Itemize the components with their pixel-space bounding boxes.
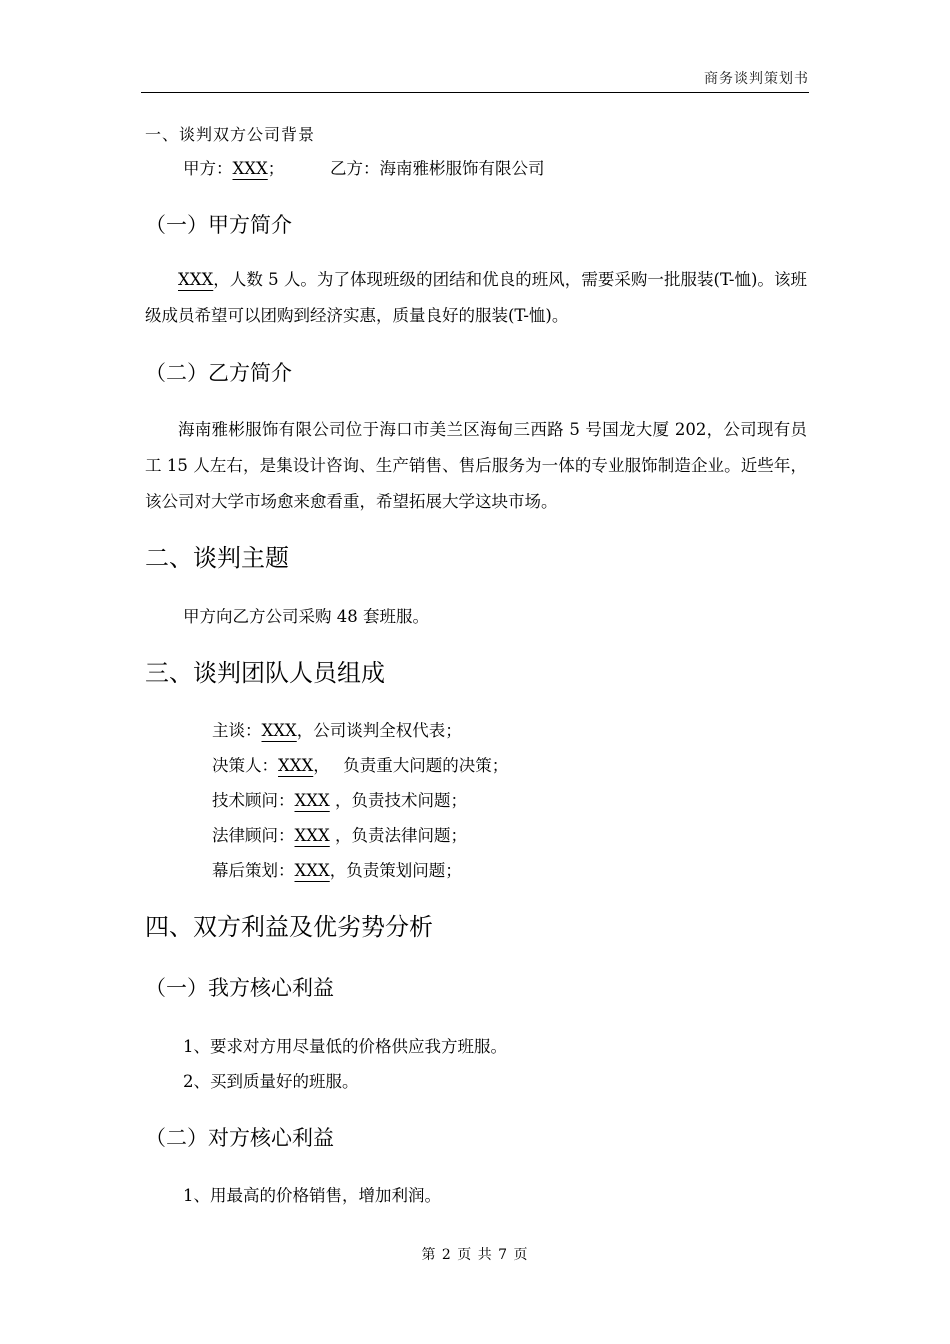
party-a-label: 甲方：: [183, 159, 233, 178]
header-rule: [141, 92, 809, 93]
party-a-intro-paragraph: [145, 262, 807, 334]
team-member-row: [212, 717, 462, 741]
party-a-intro-text: ，人数 5 人。为了体现班级的团结和优良的班风，需要采购一批服装(T-恤)。该班级成员希望可以团购到经济实惠，质量良好的服装(T-恤)。: [145, 270, 807, 325]
subsection-party-a-title: （一）甲方简介: [145, 213, 292, 237]
section3-title: 三、谈判团队人员组成: [145, 659, 385, 687]
team-member-duty: ，公司谈判全权代表；: [296, 721, 462, 740]
team-member-name: XXX: [294, 826, 330, 845]
section4-title: 四、双方利益及优劣势分析: [145, 913, 433, 941]
list-item: 1、要求对方用尽量低的价格供应我方班服。: [183, 1037, 507, 1056]
team-member-name: XXX: [278, 756, 314, 775]
subsection-our-interests-title: （一）我方核心利益: [145, 976, 334, 1000]
subsection-party-b-title: （二）乙方简介: [145, 361, 292, 385]
team-member-row: [212, 787, 467, 811]
list-item: 1、用最高的价格销售，增加利润。: [183, 1186, 441, 1205]
team-member-name: XXX: [294, 791, 330, 810]
team-member-row: [212, 857, 462, 881]
section2-title: 二、谈判主题: [145, 544, 289, 572]
subsection-their-interests-title: （二）对方核心利益: [145, 1126, 334, 1150]
running-header-title: 商务谈判策划书: [704, 71, 809, 87]
list-item: 2、买到质量好的班服。: [183, 1072, 359, 1091]
team-member-role: 主谈：: [212, 721, 262, 740]
team-member-duty: ， 负责重大问题的决策；: [313, 756, 509, 775]
team-member-role: 决策人：: [212, 756, 278, 775]
party-b-intro-paragraph: 海南雅彬服饰有限公司位于海口市美兰区海甸三西路 5 号国龙大厦 202，公司现有员工 15 人左右，是集设计咨询、生产销售、售后服务为一体的专业服饰制造企业。近些年，该公司对大学市场愈来愈看重，希望拓展大学这块市场。: [145, 420, 807, 511]
team-member-row: [212, 752, 508, 776]
team-member-role: 法律顾问：: [212, 826, 295, 845]
team-member-role: 幕后策划：: [212, 861, 295, 880]
team-member-row: [212, 822, 467, 846]
party-b-line: [330, 155, 545, 179]
team-member-duty: ，负责策划问题；: [329, 861, 462, 880]
party-b-label: 乙方：: [330, 159, 380, 178]
team-member-duty: ，负责法律问题；: [329, 826, 467, 845]
section2-text: 甲方向乙方公司采购 48 套班服。: [183, 607, 429, 626]
team-member-name: XXX: [261, 721, 297, 740]
party-a-separator: ；: [267, 159, 285, 178]
team-member-duty: ，负责技术问题；: [329, 791, 467, 810]
team-member-name: XXX: [294, 861, 330, 880]
party-b-value: 海南雅彬服饰有限公司: [379, 159, 545, 178]
page-number-footer: 第 2 页 共 7 页: [421, 1247, 529, 1263]
section1-title: 一、谈判双方公司背景: [145, 125, 316, 144]
party-a-intro-name: XXX: [178, 270, 214, 289]
party-a-value: XXX: [232, 159, 268, 178]
team-member-role: 技术顾问：: [212, 791, 295, 810]
party-a-line: [183, 155, 284, 179]
